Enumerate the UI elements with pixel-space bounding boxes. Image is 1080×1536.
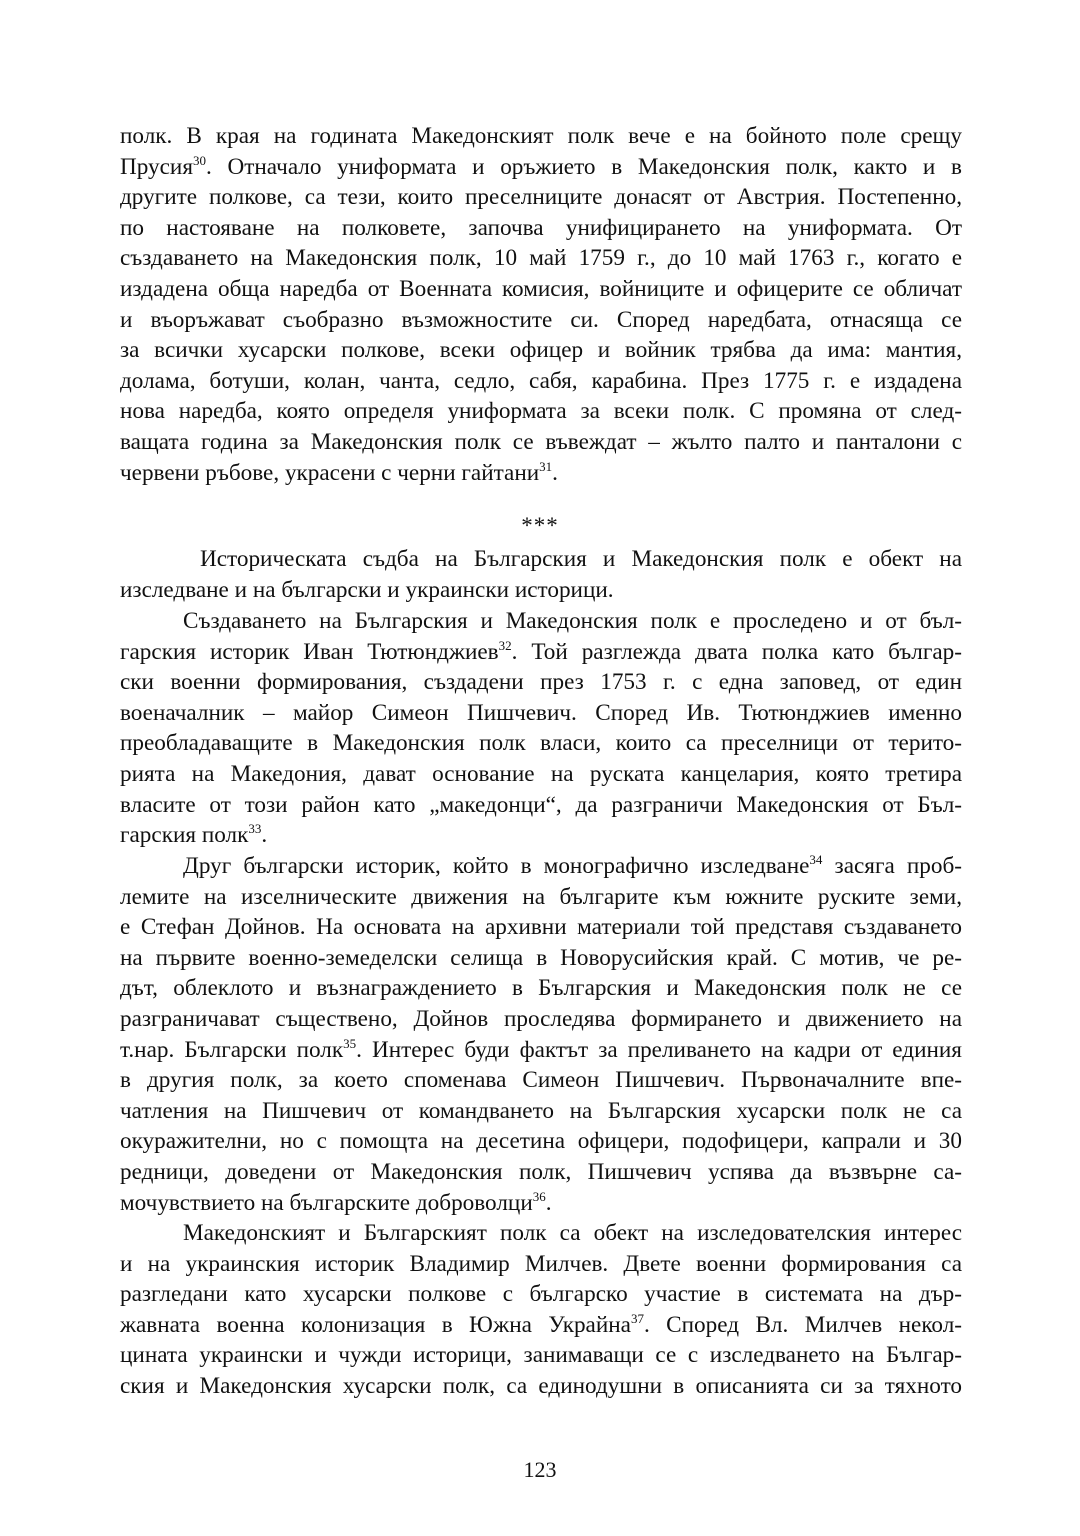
text-line: полк. В края на годината Македонският полк вече е на бойното поле срещу [120,123,962,149]
text-line: издадена обща наредба от Военната комисия, войниците и офицерите се обличат [120,275,962,302]
footnote-ref[interactable]: 33 [248,821,262,837]
text-line: по настояване на полковете, започва унифицирането на униформата. От [120,214,962,241]
text-line: гарския полк$^{33}$. [120,821,268,849]
text-line: ващата година за Македонския полк се въвеждат – жълто палто и панталони с [120,428,962,455]
text-line: Македонският и Българският полк са обект на изследователския интерес [183,1220,962,1246]
text-line: власите от този район като „македонци“, да разграничи Македонския от Бъл- [120,791,962,818]
text-line: дът, облеклото и възнаграждението в Българския и Македонския полк не се [120,975,962,1002]
section-separator: *** [521,513,559,538]
text-line: редници, доведени от Македонския полк, Пишчевич успява да възвърне са- [120,1158,962,1185]
footnote-ref[interactable]: 32 [498,637,512,653]
text-line: цината украински и чужди историци, занимаващи се с изследването на Българ- [120,1342,962,1369]
text-line: и въоръжават съобразно възможностите си. Според наредбата, отнасяща се [120,306,962,333]
text-line: военачалник – майор Симеон Пишчевич. Според Ив. Тютюнджиев именно [120,699,962,726]
text-line: разграничават съществено, Дойнов проследява формирането и движението на [120,1005,962,1032]
text-line: Прусия$^{30}$. Отначало униформата и оръжието в Македонския полк, както и в [120,152,962,180]
text-line: създаването на Македонския полк, 10 май 1759 г., до 10 май 1763 г., когато е [120,245,962,272]
text-line: Историческата съдба на Българския и Македонския полк е обект на [200,546,962,572]
text-line: мочувствието на българските доброволци$^{36}$. [120,1188,552,1216]
footnote-ref[interactable]: 34 [809,852,823,867]
text-line: разгледани като хусарски полкове с българско участие в системата на дър- [120,1281,962,1308]
text-line: другите полкове, са тези, които преселниците донасят от Австрия. Постепенно, [120,184,962,211]
text-line: окуражителни, но с помощта на десетина офицери, подофицери, капрали и 30 [120,1128,962,1155]
text-line: жавната военна колонизация в Южна Украйна$^{37}$. Според Вл. Милчев некол- [120,1310,962,1338]
paragraph [120,851,962,1218]
text-line: рията на Македония, дават основание на руската канцелария, която третира [120,760,962,787]
text-line: чатления на Пишчевич от командването на Българския хусарски полк не са [120,1097,962,1124]
footnote-ref[interactable]: 31 [539,458,553,474]
footnote-ref[interactable]: 30 [193,152,206,168]
text-line: ски военни формирования, създадени през 1753 г. с една заповед, от един [120,669,962,696]
text-line: в другия полк, за което споменава Симеон Пишчевич. Първоначалните впе- [120,1067,962,1094]
text-line: на първите военно-земеделски селища в Новорусийския край. С мотив, че ре- [120,944,962,971]
page-number: 123 [523,1457,557,1482]
paragraph [120,544,962,605]
paragraph [120,1218,962,1402]
text-line: гарския историк Иван Тютюнджиев$^{32}$. Той разглежда двата полка като българ- [120,637,962,665]
text-line: и на украинския историк Владимир Милчев. Двете военни формирования са [120,1250,962,1277]
text-line: е Стефан Дойнов. На основата на архивни материали той представя създаването [120,914,962,941]
text-line: изследване и на български и украински историци. [120,576,614,603]
text-line: Друг български историк, който в монографично изследване$^{34}$ засяга проб- [183,852,962,879]
paragraph [120,606,962,851]
text-line: Създаването на Българския и Македонския полк е проследено и от бъл- [183,608,962,634]
footnote-ref[interactable]: 37 [630,1310,644,1326]
footnote-ref[interactable]: 36 [532,1188,546,1204]
footnote-ref[interactable]: 35 [343,1035,357,1051]
text-line: нова наредба, която определя униформата за всеки полк. С промяна от след- [120,398,962,425]
text-line: т.нар. Български полк$^{35}$. Интерес буди фактът за преливането на кадри от единия [120,1035,962,1063]
text-line: долама, ботуши, колан, чанта, седло, сабя, карабина. През 1775 г. е издадена [120,367,962,394]
text-line: лемите на изселническите движения на българите към южните руските земи, [120,883,962,910]
paragraph [120,121,962,488]
text-line: червени ръбове, украсени с черни гайтани$^{31}$. [120,458,558,486]
text-line: преобладаващите в Македонския полк власи, които са преселници от терито- [120,730,962,757]
text-line: ския и Македонския хусарски полк, са единодушни в описанията си за тяхното [120,1372,962,1399]
text-line: за всички хусарски полкове, всеки офицер и войник трябва да има: мантия, [120,337,962,364]
